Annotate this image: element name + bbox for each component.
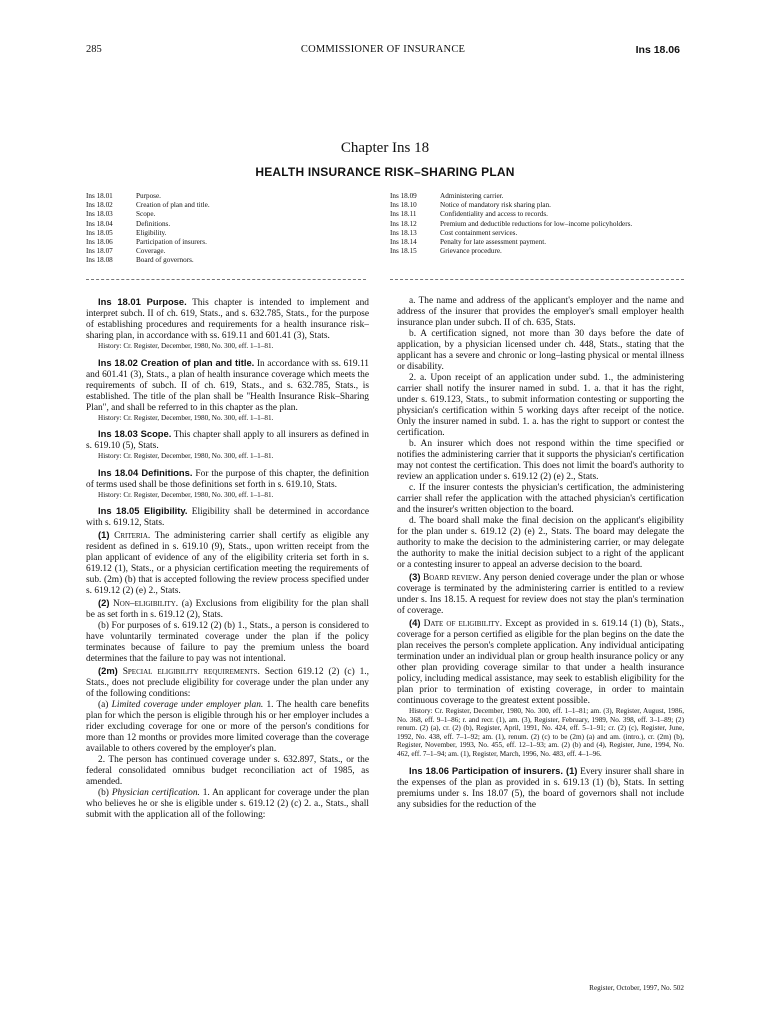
outline-title: Administering carrier.: [440, 192, 504, 200]
outline-title: Participation of insurers.: [136, 238, 207, 247]
section-heading: Ins 18.01 Purpose.: [98, 296, 187, 307]
outline-number: Ins 18.11: [390, 210, 417, 219]
outline-title: Notice of mandatory risk sharing plan.: [440, 201, 551, 210]
subsection-text: The administering carrier shall certify as eligible any resident as defined in s. 619.10 (9), Stats., upon written receipt from the plan applicant of evidence of any of the eligibility criteria set forth in s. 619.12 (1), Stats., or a physician certification meeting the requirements of sub. (2m) (b) that is accepted following the review process specified under s. 619.12 (2) (e) 2., Stats.: [86, 531, 370, 597]
subsection-title: Criteria.: [114, 531, 151, 542]
page-footer: Register, October, 1997, No. 502: [589, 984, 684, 992]
section-text: Eligibility shall be determined in accordance with s. 619.12, Stats.: [86, 507, 369, 529]
section-18-03: [86, 428, 369, 452]
outline-number: Ins 18.09: [390, 192, 417, 200]
outline-item: [86, 247, 366, 256]
outline-item: [86, 256, 366, 265]
history-note: History: Cr. Register, December, 1980, No. 300, eff. 1–1–81.: [98, 413, 274, 422]
subsection-label: (1): [98, 529, 110, 541]
page-number: 285: [86, 44, 102, 55]
history-note: History: Cr. Register, December, 1980, No. 300, eff. 1–1–81.: [98, 452, 274, 461]
subsection-text: Any person denied coverage under the plan or whose coverage is terminated by the administering carrier is entitled to a review under s. Ins 18.15. A request for review does not stay the plan's termination of coverage.: [397, 573, 684, 616]
outline-number: Ins 18.01: [86, 192, 113, 200]
section-text: This chapter is intended to implement and interpret subch. II of ch. 619, Stats., and s. 632.785, Stats., for the purpose of establishing procedures and requirements for a health insurance risk–sharing plan, in accordance with ss. 619.11 and 601.41 (3), Stats.: [86, 298, 369, 341]
outline-item: [390, 192, 690, 201]
section-text: In accordance with ss. 619.11 and 601.41 (3), Stats., a plan of health insurance coverage which meets the requirements of subch. II of ch. 619, Stats., and s. 632.785, Stats., is established. The title of the plan shall be "Health Insurance Risk–Sharing Plan", and shall be referred to in this chapter as the plan.: [86, 358, 369, 413]
subsection-label: (2m): [98, 665, 118, 677]
section-text: This chapter shall apply to all insurers as defined in s. 619.10 (5), Stats.: [86, 430, 369, 452]
paragraph-label: (b): [98, 788, 112, 799]
history-note: History: Cr. Register, December, 1980, No. 300, eff. 1–1–81.: [98, 342, 274, 350]
subsection-text: Section 619.12 (2) (c) 1., Stats., does not preclude eligibility for coverage under the plan under any of the following conditions:: [86, 667, 369, 700]
outline-title: Creation of plan and title.: [136, 201, 210, 210]
outline-number: Ins 18.04: [86, 219, 113, 228]
section-text: For the purpose of this chapter, the definition of terms used shall be those definitions set forth in s. 619.10, Stats.: [86, 468, 369, 490]
outline-left: [86, 192, 366, 266]
history-note: History: Cr. Register, December, 1980, No. 300, eff. 1–1–81; am. (3), Register, August, 1986, No. 368, eff. 9–1–86; r. and recr. (1), am. (3), Register, February, 1989, No. 398, eff. 3–1–89; (2) renum. (2) (a), cr. (2) (b), Register, April, 1991, No. 424, eff. 5–1–91; cr. (2) (c), Register, June, 1992, No. 438, eff. 7–1–92; am. (1), renum. (2) (c) to be (2m) (a) and am. (intro.), cr. (2m) (b), Register, November, 1993, No. 455, eff. 12–1–93; am. (2) (b) and (4), Register, June, 1994, No. 462, eff. 7–1–94; am. (1), Register, March, 1996, No. 483, eff. 4–1–96.: [397, 707, 684, 758]
outline-number: Ins 18.13: [390, 228, 417, 237]
subsection-label: (3): [409, 571, 421, 582]
paragraph-label: (a): [98, 700, 112, 711]
subsection-2m: [86, 665, 369, 700]
outline-item: [86, 238, 366, 247]
subsection-3: [397, 571, 684, 617]
outline-title: Board of governors.: [136, 256, 194, 265]
left-column: [86, 296, 369, 821]
subsection-title: Non–eligibility.: [113, 599, 179, 610]
outline-number: Ins 18.02: [86, 201, 113, 210]
outline-number: Ins 18.15: [390, 247, 417, 256]
outline-item: [390, 229, 690, 238]
outline-title: Scope.: [136, 210, 156, 219]
outline-divider-left: [86, 279, 366, 280]
paragraph-2m-a-2: 2. The person has continued coverage under s. 632.897, Stats., or the federal consolidated omnibus budget reconciliation act of 1985, as amended.: [86, 755, 369, 788]
section-heading: Ins 18.06 Participation of insurers.: [409, 764, 563, 776]
outline-item: [390, 201, 690, 210]
outline-number: Ins 18.06: [86, 238, 113, 247]
paragraph-title: Physician certification.: [111, 788, 200, 799]
outline-item: [390, 238, 690, 247]
outline-title: Definitions.: [136, 219, 171, 228]
paragraph-text: 1. The health care benefits plan for which the person is eligible through his or her employer includes a rider excluding coverage for one or more of the person's conditions for more than 12 months or provides more limited coverage than the coverage available to others covered by the employer's plan.: [86, 700, 369, 755]
section-18-02: [86, 357, 369, 414]
outline-title: Premium and deductible reductions for low–income policyholders.: [440, 219, 633, 228]
subsection-2: [86, 597, 369, 621]
outline-title: Coverage.: [136, 247, 166, 256]
outline-title: Grievance procedure.: [440, 247, 502, 256]
outline-title: Confidentiality and access to records.: [440, 210, 548, 219]
outline-title: Penalty for late assessment payment.: [440, 238, 546, 247]
paragraph-2b: (b) For purposes of s. 619.12 (2) (b) 1., Stats., a person is considered to have voluntarily terminated coverage under the plan if the policy terminates because of failure to pay the premium unless the board determines that the failure to pay was not intentional.: [86, 621, 369, 665]
section-heading: Ins 18.03 Scope.: [98, 428, 172, 440]
section-18-05: [86, 505, 369, 529]
outline-number: Ins 18.07: [86, 247, 113, 256]
subsection-label: (4): [409, 617, 421, 628]
chapter-subtitle: HEALTH INSURANCE RISK–SHARING PLAN: [255, 165, 515, 179]
outline-number: Ins 18.12: [390, 219, 417, 228]
outline-item: [86, 201, 366, 210]
subsection-text: Except as provided in s. 619.14 (1) (b), Stats., coverage for a person certified as eligible for the plan begins on the date the plan receives the person's complete application. Any individual anticipating termination under an individual plan or group health insurance policy or any other plan providing coverage similar to that under a health insurance policy, including medical assistance, may seek to establish eligibility for the plan prior to termination of existing coverage, in order to maintain continuous coverage to the greatest extent possible.: [397, 619, 684, 706]
paragraph-title: Limited coverage under employer plan.: [111, 700, 264, 711]
outline-item: [390, 247, 690, 256]
history-note: History: Cr. Register, December, 1980, No. 300, eff. 1–1–81.: [98, 490, 274, 499]
outline-divider-right: [390, 279, 684, 280]
chapter-title: Chapter Ins 18: [340, 140, 430, 156]
section-18-01: [86, 296, 369, 342]
outline-number: Ins 18.10: [390, 201, 417, 210]
outline-number: Ins 18.05: [86, 228, 113, 237]
paragraph-2m-b: [86, 788, 369, 821]
outline-item: [390, 220, 690, 229]
subsection-4: [397, 617, 684, 707]
outline-item: [86, 210, 366, 219]
outline-right: [390, 192, 690, 256]
subsection-title: Board review.: [423, 573, 482, 583]
outline-number: Ins 18.08: [86, 256, 113, 265]
paragraph-2c: c. If the insurer contests the physician's certification, the administering carrier shall refer the application with the attached physician's certification and the insurer's written objection to the board.: [397, 483, 684, 515]
outline-item: [390, 210, 690, 219]
outline-title: Purpose.: [136, 192, 161, 200]
section-heading: Ins 18.04 Definitions.: [98, 466, 193, 478]
paragraph-2b: b. An insurer which does not respond within the time specified or notifies the administering carrier that it supports the physician's certification may not contest the certification. This does not limit the board's authority to review an application under s. 619.12 (2) (e) 2., Stats.: [397, 439, 684, 482]
subsection-1: [86, 529, 369, 597]
subsection-label: (1): [563, 764, 578, 776]
paragraph-2m-a: [86, 700, 369, 755]
subsection-title: Date of eligibility.: [423, 619, 503, 629]
paragraph-2a: 2. a. Upon receipt of an application under subd. 1., the administering carrier shall notify the insurer named in subd. 1. a. that it has the right, under s. 619.123, Stats., to submit information contesting or supporting the physician's certification within 5 working days after receipt of the notice. Only the insurer named in subd. 1. a. has the right to support or contest the certification.: [397, 373, 684, 438]
subsection-label: (2): [98, 597, 110, 609]
outline-item: [86, 192, 366, 201]
paragraph-b: b. A certification signed, not more than 30 days before the date of application, by a physician licensed under ch. 448, Stats., stating that the applicant has a severe and chronic or long–lasting physical or mental illness or disability.: [397, 329, 684, 372]
outline-title: Eligibility.: [136, 228, 167, 237]
subsection-title: Special eligibility requirements.: [122, 667, 260, 678]
section-18-04: [86, 467, 369, 491]
section-heading: Ins 18.05 Eligibility.: [98, 505, 188, 517]
subsection-text: (a) Exclusions from eligibility for the plan shall be as set forth in s. 619.12 (2), Stats.: [86, 599, 370, 621]
outline-item: [86, 220, 366, 229]
outline-item: [86, 229, 366, 238]
outline-title: Cost containment services.: [440, 228, 518, 237]
outline-number: Ins 18.14: [390, 238, 417, 247]
running-head-section: Ins 18.06: [635, 44, 680, 56]
paragraph-text: 1. An applicant for coverage under the plan who believes he or she is eligible under s. 619.12 (2) (c) 2. a., Stats., shall submit with the application all of the following:: [86, 788, 370, 821]
paragraph-a: a. The name and address of the applicant's employer and the name and address of the insurer that provides the employer's small employer health insurance plan under subch. II of ch. 635, Stats.: [397, 296, 684, 328]
running-head-title: COMMISSIONER OF INSURANCE: [300, 44, 466, 55]
running-head: [86, 44, 680, 58]
paragraph-2d: d. The board shall make the final decision on the applicant's eligibility for the plan under s. 619.12 (2) (e) 2., Stats. The board may delegate the authority to make the decision to the administering carrier, or may delegate the authority to make the initial decision subject to a right of the applicant or a contesting insurer to appeal an adverse decision to the board.: [397, 516, 684, 570]
section-text: Every insurer shall share in the expenses of the plan as provided in s. 619.13 (1) (b), Stats. In setting premiums under s. Ins 18.07 (5), the board of governors shall not include any subsidies for the reduction of the: [397, 766, 685, 810]
right-column: [397, 296, 684, 811]
section-heading: Ins 18.02 Creation of plan and title.: [98, 356, 255, 368]
outline-number: Ins 18.03: [86, 210, 113, 219]
section-18-06: [397, 765, 684, 811]
